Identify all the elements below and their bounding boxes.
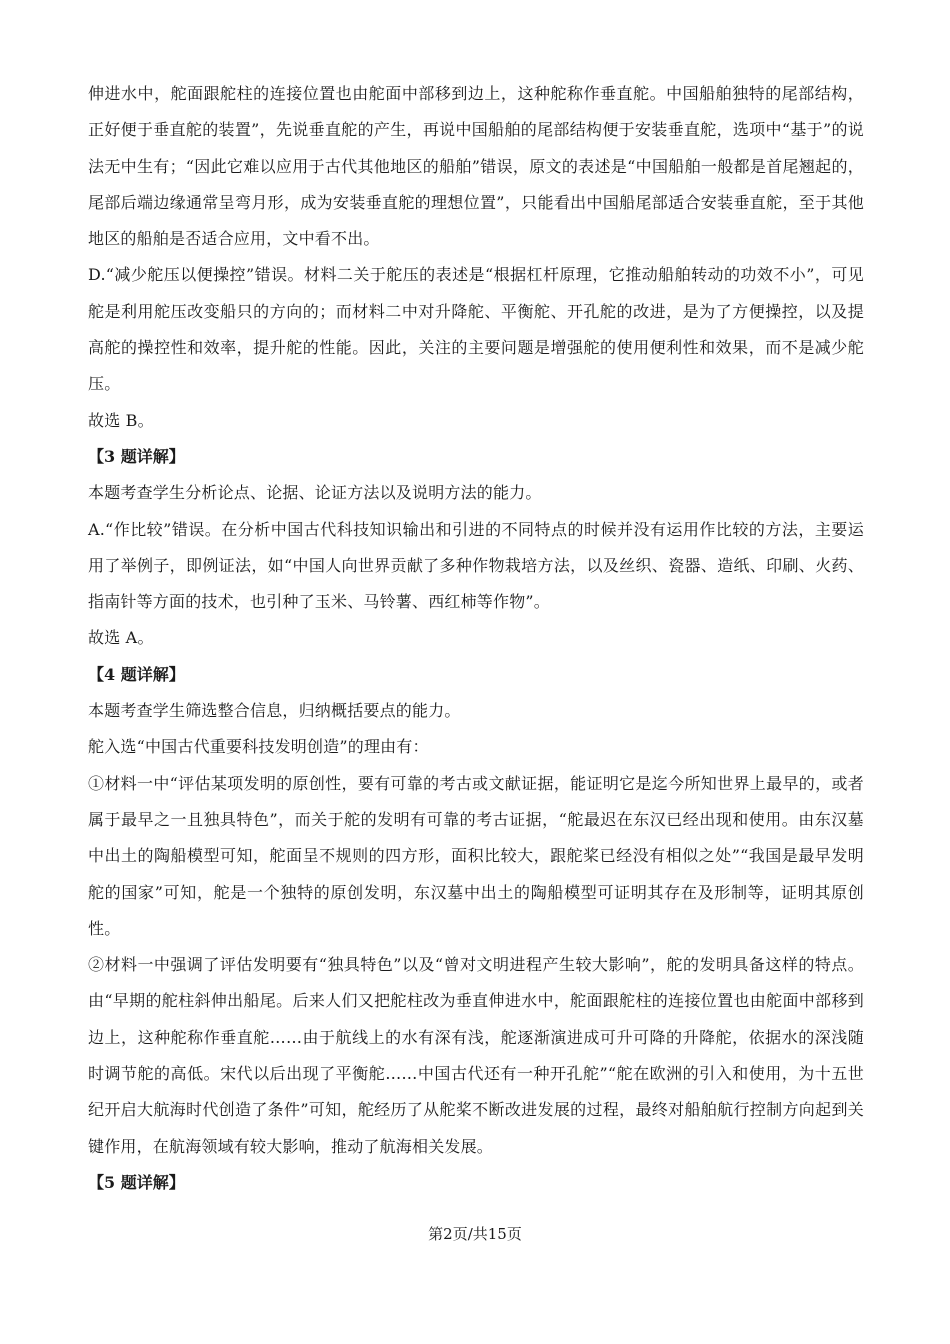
heading-q4: 【4 题详解】 bbox=[88, 664, 185, 684]
q4-reasons-lead: 舵入选“中国古代重要科技发明创造”的理由有： bbox=[88, 737, 429, 757]
answer-a: 故选 A。 bbox=[88, 628, 154, 648]
answer-b: 故选 B。 bbox=[88, 410, 154, 430]
q4-reason-1: ①材料一中“评估某项发明的原创性，要有可靠的考古或文献证据，能证明它是迄今所知世界上最早的，或者属于最早之一且独具特色”，而关于舵的发明有可靠的考古证据，“舵最迟在东汉已经出现和使用。由东汉墓中出土的陶船模型可知，舵面呈不规则的四方形，面积比较大，跟舵桨已经没有相似之处”“我国是最早发明舵的国家”可知，舵是一个独特的原创发明，东汉墓中出土的陶船模型可证明其存在及形制等，证明其原创性。 bbox=[88, 773, 864, 938]
q3-option-a: A.“作比较”错误。在分析中国古代科技知识输出和引进的不同特点的时候并没有运用作比较的方法，主要运用了举例子，即例证法，如“中国人向世界贡献了多种作物栽培方法，以及丝织、瓷器、造纸、印刷、火药、指南针等方面的技术，也引种了玉米、马铃薯、西红柿等作物”。 bbox=[88, 519, 864, 612]
q3-intro: 本题考查学生分析论点、论据、论证方法以及说明方法的能力。 bbox=[88, 483, 542, 503]
heading-q3: 【3 题详解】 bbox=[88, 446, 185, 466]
paragraph-option-d: D.“减少舵压以便操控”错误。材料二关于舵压的表述是“根据杠杆原理，它推动船舶转动的功效不小”，可见舵是利用舵压改变船只的方向的；而材料二中对升降舵、平衡舵、开孔舵的改进，是为了方便操控，以及提高舵的操控性和效率，提升舵的性能。因此，关注的主要问题是增强舵的使用便利性和效果，而不是减少舵压。 bbox=[88, 265, 864, 394]
paragraph-1: 伸进水中，舵面跟舵柱的连接位置也由舵面中部移到边上，这种舵称作垂直舵。中国船舶独特的尾部结构，正好便于垂直舵的装置”，先说垂直舵的产生，再说中国船舶的尾部结构便于安装垂直舵，选项中“基于”的说法无中生有；“因此它难以应用于古代其他地区的船舶”错误，原文的表述是“中国船舶一般都是首尾翘起的，尾部后端边缘通常呈弯月形，成为安装垂直舵的理想位置”，只能看出中国船尾部适合安装垂直舵，至于其他地区的船舶是否适合应用，文中看不出。 bbox=[88, 84, 864, 249]
document-body bbox=[88, 76, 864, 1201]
q4-intro: 本题考查学生筛选整合信息，归纳概括要点的能力。 bbox=[88, 701, 461, 721]
page-number: 第2页/共15页 bbox=[428, 1225, 522, 1243]
q4-reason-2: ②材料一中强调了评估发明要有“独具特色”以及“曾对文明进程产生较大影响”，舵的发明具备这样的特点。由“早期的舵柱斜伸出船尾。后来人们又把舵柱改为垂直伸进水中，舵面跟舵柱的连接位置也由舵面中部移到边上，这种舵称作垂直舵……由于航线上的水有深有浅，舵逐渐演进成可升可降的升降舵，依据水的深浅随时调节舵的高低。宋代以后出现了平衡舵……中国古代还有一种开孔舵”“舵在欧洲的引入和使用，为十五世纪开启大航海时代创造了条件”可知，舵经历了从舵桨不断改进发展的过程，最终对船舶航行控制方向起到关键作用，在航海领域有较大影响，推动了航海相关发展。 bbox=[88, 955, 864, 1156]
heading-q5: 【5 题详解】 bbox=[88, 1172, 185, 1192]
